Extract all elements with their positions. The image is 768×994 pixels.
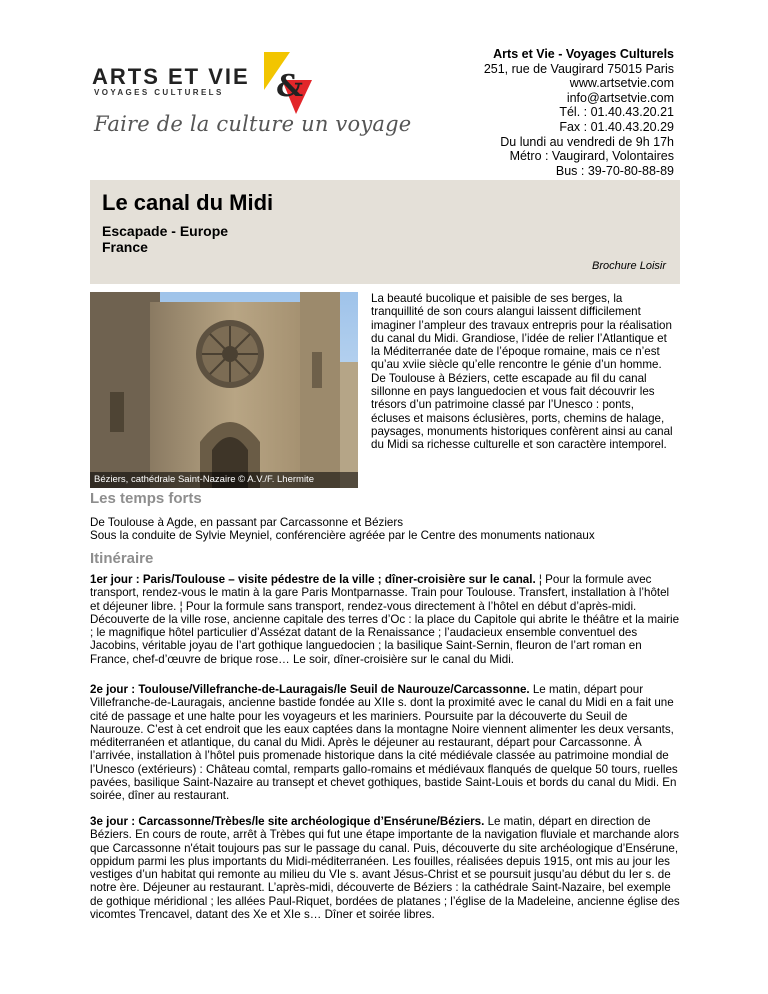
highlights-line-1: De Toulouse à Agde, en passant par Carcassonne et Béziers — [90, 516, 404, 529]
logo-amp-text: & — [276, 69, 304, 104]
itinerary-day-2 — [90, 683, 682, 803]
itinerary-day-1 — [90, 573, 682, 666]
photo-caption: Béziers, cathédrale Saint-Nazaire © A.V./F. Lhermite — [90, 472, 358, 488]
day-2-title: 2e jour : Toulouse/Villefranche-de-Lauragais/le Seuil de Naurouze/Carcassonne. — [90, 683, 530, 696]
contact-bus: Bus : 39-70-80-88-89 — [555, 163, 674, 178]
itinerary-day-3 — [90, 815, 682, 921]
trip-category: Escapade - Europe — [102, 223, 229, 239]
contact-block — [484, 47, 674, 178]
contact-website[interactable]: www.artsetvie.com — [569, 76, 674, 91]
logo — [92, 50, 412, 150]
page-title: Le canal du Midi — [102, 190, 274, 215]
logo-brand: ARTS ET VIE — [92, 64, 250, 89]
contact-company: Arts et Vie - Voyages Culturels — [493, 47, 674, 61]
highlights-heading: Les temps forts — [90, 490, 202, 507]
cathedral-photo — [90, 292, 358, 488]
contact-metro: Métro : Vaugirard, Volontaires — [509, 149, 674, 164]
contact-fax: Fax : 01.40.43.20.29 — [559, 119, 674, 134]
logo-tagline: Faire de la culture un voyage — [94, 112, 412, 136]
day-3-title: 3e jour : Carcassonne/Trèbes/le site archéologique d’Ensérune/Béziers. — [90, 815, 485, 828]
day-1-text: ¦ Pour la formule avec transport, rendez-vous le matin à la gare Paris Montparnasse. Train pour Toulouse. Transfert, installation à l’hôtel et déjeuner libre. ¦ Pour la formule sans transport, rendez-vous directement à l’hôtel en début d’après-midi. Découverte de la ville rose, ancienne capitale des terres d’Oc : la place du Capitole qui abrite le théâtre et la mairie ; le magnifique hôtel particulier d’Assézat datant de la Renaissance ; l’audacieux ensemble conventuel des Jacobins, véritable joyau de l’art gothique languedocien ; la basilique Saint-Sernin, fleuron de l’art roman en France, chef-d’œuvre de brique rose… Le soir, dîner-croisière sur le canal du Midi. — [90, 573, 680, 666]
contact-hours: Du lundi au vendredi de 9h 17h — [500, 134, 674, 149]
contact-email[interactable]: info@artsetvie.com — [566, 90, 674, 105]
itinerary-heading: Itinéraire — [90, 550, 154, 567]
contact-address: 251, rue de Vaugirard 75015 Paris — [483, 61, 674, 76]
day-2-text: Le matin, départ pour Villefranche-de-Lauragais, ancienne bastide fondée au XIIe s. dont la proximité avec le canal du Midi en a fait une cité de passage et une halte pour les voyageurs et les mariniers. Poursuite par la découverte du Seuil de Naurouze. C’est à cet endroit que les eaux captées dans la montagne Noire viennent alimenter les deux versants, méditerranéen et atlantique, du canal du Midi. Après le déjeuner au restaurant, départ pour Carcassonne. À l’arrivée, installation à l’hôtel puis promenade historique dans la cité médiévale classée au patrimoine mondial de l’Unesco (extérieurs) : Château comtal, remparts gallo-romains et médiévaux flanqués de quelque 50 tours, ruelles pavées, basilique Saint-Nazaire au transept et chevet gothiques, bastide Saint-Louis et bords du canal du Midi. En soirée, dîner au restaurant. — [90, 683, 678, 803]
logo-subtitle: VOYAGES CULTURELS — [94, 88, 224, 97]
contact-tel: Tél. : 01.40.43.20.21 — [559, 105, 674, 120]
title-banner — [90, 180, 680, 284]
brochure-label: Brochure Loisir — [592, 260, 666, 272]
intro-text: La beauté bucolique et paisible de ses berges, la tranquillité de son cours alangui laissent difficilement imaginer l’ampleur des travaux entrepris pour la réalisation du canal du Midi. Grandiose, l’idée de relier l’Atlantique et la Méditerranée date de l’époque romaine, mais ce n’est qu’au xviie siècle qu’elle rencontre le génie d’un homme. De Toulouse à Béziers, cette escapade au fil du canal sillonne en pays languedocien et vous fait découvrir les trésors d’un patrimoine classé par l’Unesco : ponts, écluses et maisons éclusières, ports, chemins de halage, paysages, monuments historiques confèrent ainsi au canal du Midi sa richesse culturelle et son caractère intemporel. — [371, 292, 673, 452]
logo-ampersand-icon — [258, 50, 312, 114]
day-1-title: 1er jour : Paris/Toulouse – visite pédestre de la ville ; dîner-croisière sur le canal. — [90, 573, 536, 586]
day-3-text: Le matin, départ en direction de Béziers. En cours de route, arrêt à Trèbes qui fut une étape importante de la navigation fluviale et marchande alors que Carcassonne n'était toujours pas sur le passage du canal. Puis, découverte du site archéologique d’Ensérune, oppidum parmi les plus importants du Midi-méditerranéen. Les fouilles, réalisées depuis 1915, ont mis au jour les vestiges d’un habitat qui remonte au milieu du VIe s. avant Jésus-Christ et se poursuit jusqu’au début du Ier s. de notre ère. Déjeuner au restaurant. L’après-midi, découverte de Béziers : la cathédrale Saint-Nazaire, bel exemple de gothique méridional ; les allées Paul-Riquet, bordées de platanes ; l’église de la Madeleine, ancienne église des vicomtes Trencavel, datant des Xe et XIe s… Dîner et soirée libres. — [90, 815, 680, 922]
trip-country: France — [102, 239, 148, 255]
cathedral-illustration — [90, 292, 358, 488]
highlights-line-2: Sous la conduite de Sylvie Meyniel, conférencière agréée par le Centre des monuments nationaux — [90, 529, 595, 542]
